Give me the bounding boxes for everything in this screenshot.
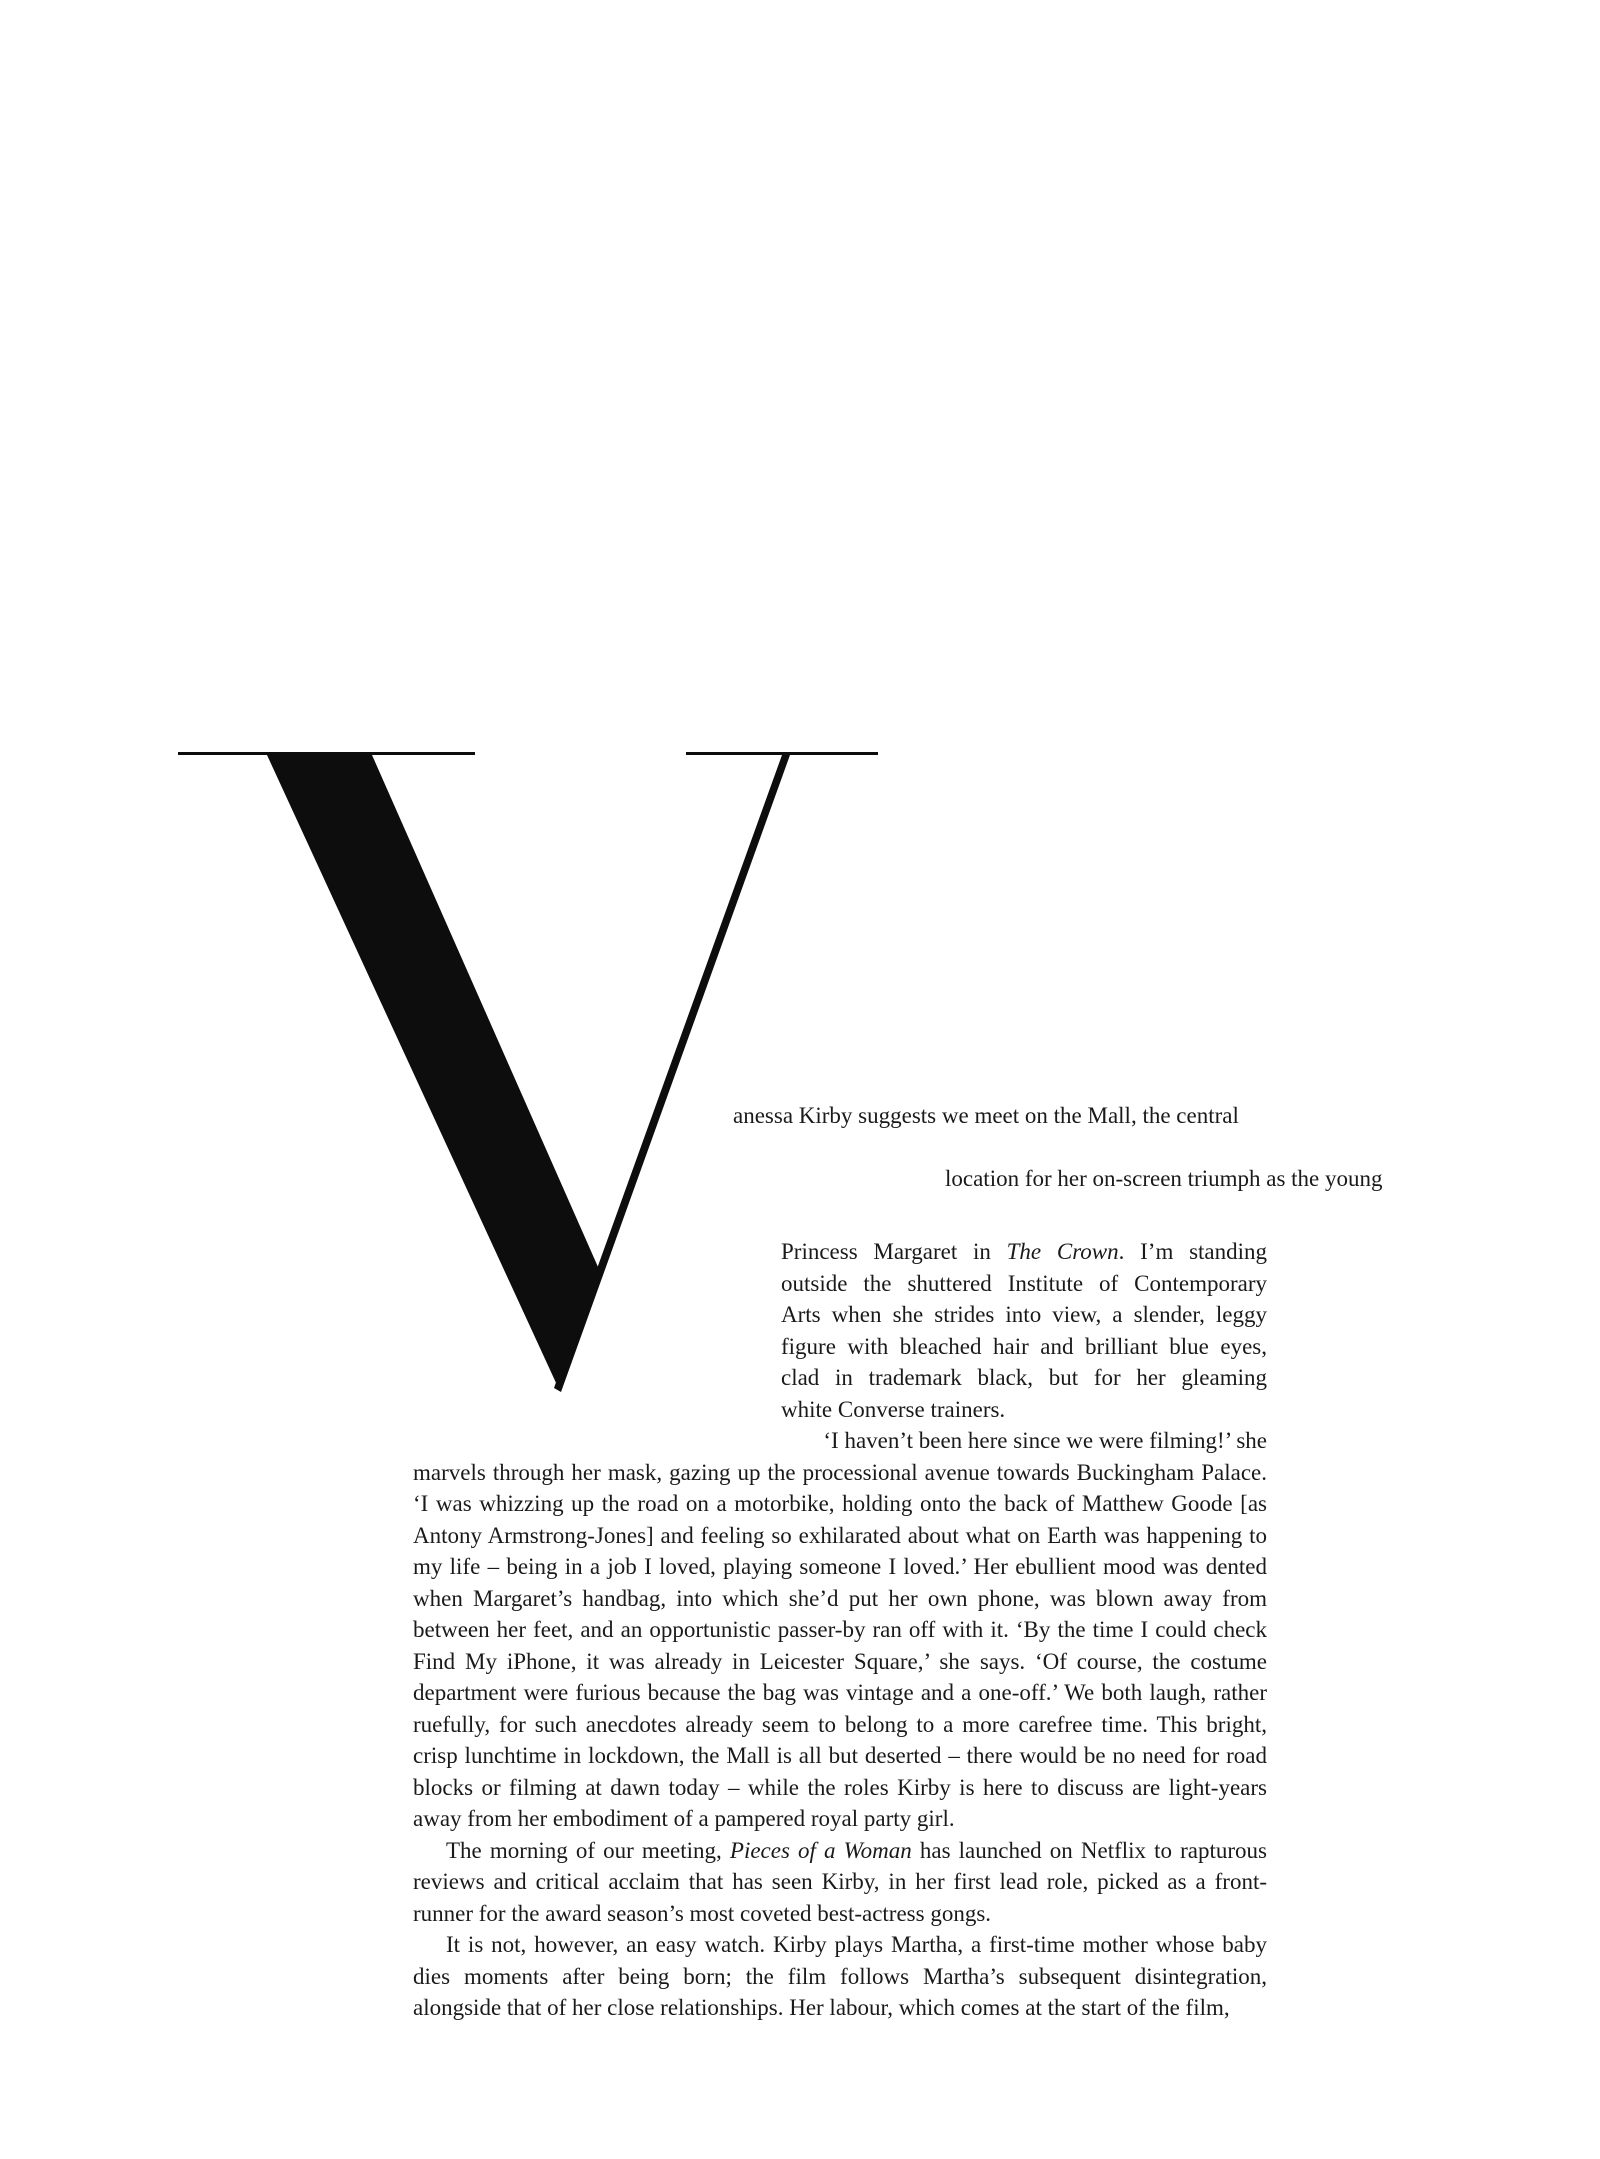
paragraph-2-post: has launched on Netflix to rapturous reviews and critical acclaim that has seen Kirby, in her first lead role, picked as a front-runner for the award season’s most coveted best-actress gongs. (413, 1837, 1267, 1926)
narrow-line-4: figure with bleached hair and brilliant blue eyes, (781, 1333, 1267, 1359)
paragraph-2-pre: The morning of our meeting, (446, 1837, 730, 1863)
drop-cap-right-serif (686, 752, 878, 755)
paragraph-2 (413, 1835, 1267, 1930)
narrow-line-1 (781, 1236, 1267, 1268)
narrow-line-2: outside the shuttered Institute of Contemporary (781, 1270, 1267, 1296)
narrow-line-5: clad in trademark black, but for her gleaming (781, 1365, 1267, 1390)
narrow-line-1-pre: Princess Margaret in (781, 1239, 1007, 1264)
opening-line-2: location for her on-screen triumph as the young (945, 1166, 1383, 1191)
drop-cap-thick-stroke (267, 755, 602, 1385)
narrow-line-3: Arts when she strides into view, a slender, leggy (781, 1302, 1267, 1327)
film-title: Pieces of a Woman (729, 1837, 912, 1863)
drop-cap-thin-stroke (554, 755, 790, 1392)
article-body (413, 1457, 1267, 2024)
paragraph-1: marvels through her mask, gazing up the processional avenue towards Buckingham Palace. ‘I was whizzing up the road on a motorbike, holding onto the back of Matthew Goode [as Antony Armstrong-Jones] and feeling so exhilarated about what on Earth was happening to my life – being in a job I loved, playing someone I loved.’ Her ebullient mood was dented when Margaret’s handbag, into which she’d put her own phone, was blown away from between her feet, and an opportunistic passer-by ran off with it. ‘By the time I could check Find My iPhone, it was already in Leicester Square,’ she says. ‘Of course, the costume department were furious because the bag was vintage and a one-off.’ We both laugh, rather ruefully, for such anecdotes already seem to belong to a more carefree time. This bright, crisp lunchtime in lockdown, the Mall is all but deserted – there would be no need for road blocks or filming at dawn today – while the roles Kirby is here to discuss are light-years away from her embodiment of a pampered royal party girl. (413, 1459, 1267, 1831)
narrow-line-7: ‘I haven’t been here since we were filming!’ she (823, 1428, 1267, 1453)
narrow-line-1-post: . I’m standing (1118, 1239, 1268, 1264)
drop-cap-left-serif (178, 752, 475, 755)
narrow-line-6: white Converse trainers. (781, 1396, 1006, 1422)
opening-line-1: anessa Kirby suggests we meet on the Mall, the central (733, 1103, 1239, 1128)
paragraph-3: It is not, however, an easy watch. Kirby plays Martha, a first-time mother whose baby dies moments after being born; the film follows Martha’s subsequent disintegration, alongside that of her close relationships. Her labour, which comes at the start of the film, (413, 1932, 1267, 2020)
drop-cap-v (178, 752, 878, 1412)
show-title: The Crown (1006, 1239, 1119, 1264)
